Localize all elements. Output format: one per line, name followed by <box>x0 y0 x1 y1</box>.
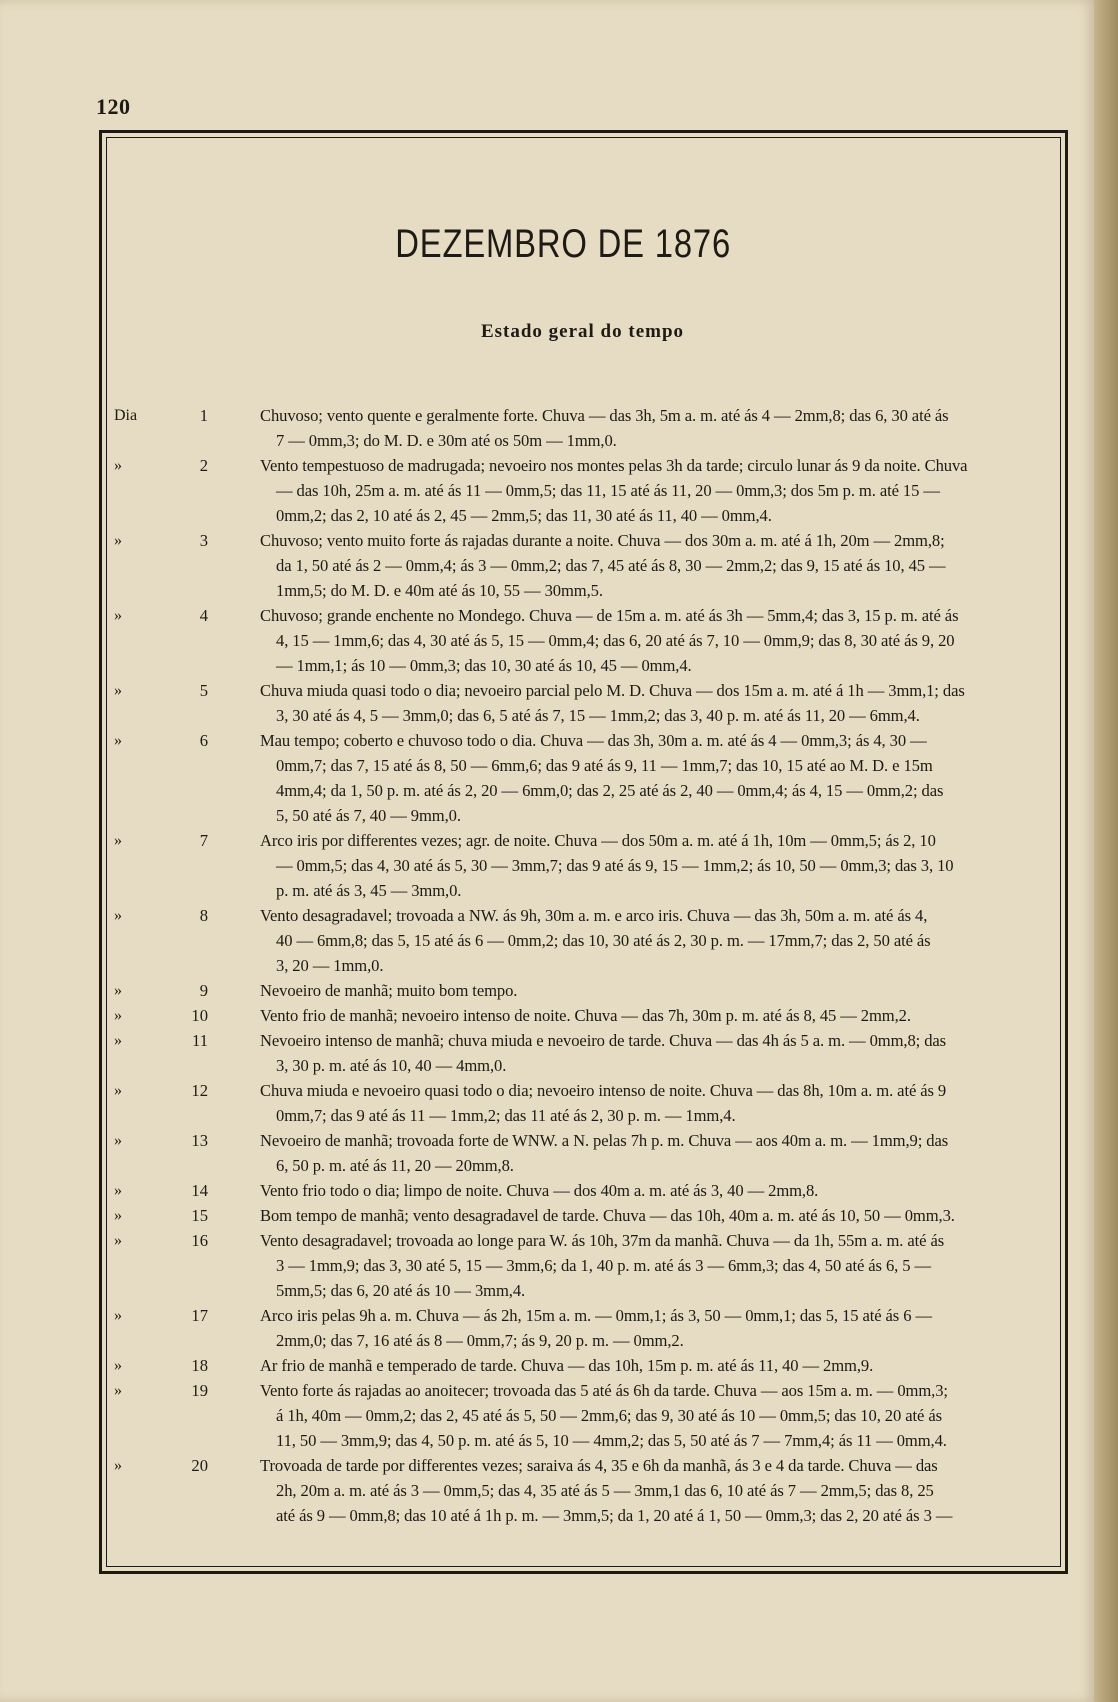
day-entry <box>114 678 1054 728</box>
day-label: » <box>114 1182 122 1199</box>
day-number: 12 <box>191 1081 208 1100</box>
description-line: Ar frio de manhã e temperado de tarde. Chuva — das 10h, 15m p. m. até ás 11, 40 — 2mm,9. <box>260 1356 874 1375</box>
description-line: 3 — 1mm,9; das 3, 30 até 5, 15 — 3mm,6; da 1, 40 p. m. até ás 3 — 6mm,3; das 4, 50 até ás 6, 5 — <box>276 1256 931 1275</box>
day-label: » <box>114 982 122 999</box>
day-entry <box>114 978 1054 1003</box>
weather-entries <box>114 403 1054 1528</box>
day-entry <box>114 1178 1054 1203</box>
description-line: 5mm,5; das 6, 20 até ás 10 — 3mm,4. <box>276 1281 526 1300</box>
description-line: Arco iris pelas 9h a. m. Chuva — ás 2h, 15m a. m. — 0mm,1; ás 3, 50 — 0mm,1; das 5, 15 até ás 6 — <box>260 1306 932 1325</box>
weather-description <box>260 1078 1054 1128</box>
weather-description <box>260 453 1054 528</box>
description-line: 0mm,7; das 7, 15 até ás 8, 50 — 6mm,6; das 9 até ás 9, 11 — 1mm,7; das 10, 15 até ao M. D. e 15m <box>276 756 933 775</box>
day-entry <box>114 1228 1054 1303</box>
day-entry <box>114 528 1054 603</box>
description-line: Vento desagradavel; trovoada ao longe para W. ás 10h, 37m da manhã. Chuva — da 1h, 55m a. m. até ás <box>260 1231 945 1250</box>
weather-description <box>260 1228 1054 1303</box>
weather-description <box>260 1003 1054 1028</box>
description-line: Vento frio de manhã; nevoeiro intenso de noite. Chuva — das 7h, 30m p. m. até ás 8, 45 — 2mm,2. <box>260 1006 911 1025</box>
description-line: — 1mm,1; ás 10 — 0mm,3; das 10, 30 até ás 10, 45 — 0mm,4. <box>276 656 692 675</box>
description-line: 4mm,4; da 1, 50 p. m. até ás 2, 20 — 6mm,0; das 2, 25 até ás 2, 40 — 0mm,4; ás 4, 15 — 0mm,2; das <box>276 781 944 800</box>
day-number: 11 <box>192 1031 208 1050</box>
day-number: 1 <box>199 406 208 425</box>
day-label: » <box>114 1082 122 1099</box>
day-label: » <box>114 457 122 474</box>
day-label: » <box>114 1032 122 1049</box>
weather-description <box>260 403 1054 453</box>
day-entry <box>114 1353 1054 1378</box>
description-line: da 1, 50 até ás 2 — 0mm,4; ás 3 — 0mm,2; das 7, 45 até ás 8, 30 — 2mm,2; das 9, 15 até ás 10, 45 — <box>276 556 946 575</box>
description-line: 0mm,7; das 9 até ás 11 — 1mm,2; das 11 até ás 2, 30 p. m. — 1mm,4. <box>276 1106 736 1125</box>
description-line: 2mm,0; das 7, 16 até ás 8 — 0mm,7; ás 9, 20 p. m. — 0mm,2. <box>276 1331 684 1350</box>
description-line: 3, 20 — 1mm,0. <box>276 956 384 975</box>
day-entry <box>114 903 1054 978</box>
day-label: » <box>114 682 122 699</box>
description-line: Chuvoso; vento muito forte ás rajadas durante a noite. Chuva — dos 30m a. m. até á 1h, 20m — 2mm,8; <box>260 531 945 550</box>
description-line: 6, 50 p. m. até ás 11, 20 — 20mm,8. <box>276 1156 514 1175</box>
description-line: Vento frio todo o dia; limpo de noite. Chuva — dos 40m a. m. até ás 3, 40 — 2mm,8. <box>260 1181 819 1200</box>
description-line: 11, 50 — 3mm,9; das 4, 50 p. m. até ás 5, 10 — 4mm,2; das 5, 50 até ás 7 — 7mm,4; ás 11 — 0mm,4. <box>276 1431 947 1450</box>
weather-description <box>260 903 1054 978</box>
day-number: 7 <box>199 831 208 850</box>
day-label: » <box>114 832 122 849</box>
day-label: Dia <box>114 407 138 424</box>
description-line: Chuva miuda quasi todo o dia; nevoeiro parcial pelo M. D. Chuva — dos 15m a. m. até á 1h — 3mm,1; das <box>260 681 965 700</box>
day-label: » <box>114 1382 122 1399</box>
description-line: Vento desagradavel; trovoada a NW. ás 9h, 30m a. m. e arco iris. Chuva — das 3h, 50m a. m. até ás 4, <box>260 906 928 925</box>
description-line: Chuva miuda e nevoeiro quasi todo o dia; nevoeiro intenso de noite. Chuva — das 8h, 10m a. m. até ás 9 <box>260 1081 947 1100</box>
weather-description <box>260 1303 1054 1353</box>
description-line: Nevoeiro intenso de manhã; chuva miuda e nevoeiro de tarde. Chuva — das 4h ás 5 a. m. — 0mm,8; das <box>260 1031 947 1050</box>
description-line: — 0mm,5; das 4, 30 até ás 5, 30 — 3mm,7; das 9 até ás 9, 15 — 1mm,2; ás 10, 50 — 0mm,3; das 3, 10 <box>276 856 954 875</box>
day-entry <box>114 1453 1054 1528</box>
description-line: Bom tempo de manhã; vento desagradavel de tarde. Chuva — das 10h, 40m a. m. até ás 10, 50 — 0mm,3. <box>260 1206 955 1225</box>
day-number: 20 <box>191 1456 208 1475</box>
weather-description <box>260 828 1054 903</box>
weather-description <box>260 1028 1054 1078</box>
day-entry <box>114 728 1054 828</box>
description-line: 7 — 0mm,3; do M. D. e 30m até os 50m — 1mm,0. <box>276 431 617 450</box>
day-number: 19 <box>191 1381 208 1400</box>
day-label: » <box>114 1307 122 1324</box>
day-label: » <box>114 732 122 749</box>
day-number: 16 <box>191 1231 208 1250</box>
description-line: Trovoada de tarde por differentes vezes; saraiva ás 4, 35 e 6h da manhã, ás 3 e 4 da tarde. Chuva — das <box>260 1456 938 1475</box>
month-title: DEZEMBRO DE 1876 <box>395 222 732 266</box>
description-line: Vento tempestuoso de madrugada; nevoeiro nos montes pelas 3h da tarde; circulo lunar ás 9 da noite. Chuva <box>260 456 968 475</box>
day-number: 5 <box>199 681 208 700</box>
day-entry <box>114 1203 1054 1228</box>
weather-description <box>260 1378 1054 1453</box>
description-line: Nevoeiro de manhã; trovoada forte de WNW. a N. pelas 7h p. m. Chuva — aos 40m a. m. — 1mm,9; das <box>260 1131 949 1150</box>
description-line: Mau tempo; coberto e chuvoso todo o dia. Chuva — das 3h, 30m a. m. até ás 4 — 0mm,3; ás 4, 30 — <box>260 731 927 750</box>
weather-description <box>260 678 1054 728</box>
description-line: 40 — 6mm,8; das 5, 15 até ás 6 — 0mm,2; das 10, 30 até ás 2, 30 p. m. — 17mm,7; das 2, 50 até ás <box>276 931 931 950</box>
description-line: Chuvoso; vento quente e geralmente forte. Chuva — das 3h, 5m a. m. até ás 4 — 2mm,8; das 6, 30 até ás <box>260 406 949 425</box>
description-line: 1mm,5; do M. D. e 40m até ás 10, 55 — 30mm,5. <box>276 581 603 600</box>
day-label: » <box>114 1232 122 1249</box>
day-number: 13 <box>191 1131 208 1150</box>
day-label: » <box>114 1357 122 1374</box>
description-line: 0mm,2; das 2, 10 até ás 2, 45 — 2mm,5; das 11, 30 até ás 11, 40 — 0mm,4. <box>276 506 772 525</box>
day-number: 4 <box>199 606 208 625</box>
description-line: 2h, 20m a. m. até ás 3 — 0mm,5; das 4, 35 até ás 5 — 3mm,1 das 6, 10 até ás 7 — 2mm,5; das 8, 25 <box>276 1481 934 1500</box>
day-label: » <box>114 1207 122 1224</box>
weather-description <box>260 603 1054 678</box>
weather-description <box>260 728 1054 828</box>
day-label: » <box>114 1457 122 1474</box>
description-line: Nevoeiro de manhã; muito bom tempo. <box>260 981 518 1000</box>
day-entry <box>114 1128 1054 1178</box>
day-number: 10 <box>191 1006 208 1025</box>
day-number: 14 <box>191 1181 208 1200</box>
section-subtitle: Estado geral do tempo <box>480 321 685 342</box>
day-label: » <box>114 907 122 924</box>
day-entry <box>114 1303 1054 1353</box>
description-line: até ás 9 — 0mm,8; das 10 até á 1h p. m. — 3mm,5; da 1, 20 até á 1, 50 — 0mm,3; das 2, 20 até ás 3 — <box>276 1506 953 1525</box>
day-number: 9 <box>199 981 208 1000</box>
description-line: Chuvoso; grande enchente no Mondego. Chuva — de 15m a. m. até ás 3h — 5mm,4; das 3, 15 p. m. até ás <box>260 606 959 625</box>
day-number: 2 <box>199 456 208 475</box>
description-line: 3, 30 até ás 4, 5 — 3mm,0; das 6, 5 até ás 7, 15 — 1mm,2; das 3, 40 p. m. até ás 11, 20 — 6mm,4. <box>276 706 920 725</box>
day-number: 15 <box>191 1206 208 1225</box>
weather-description <box>260 978 1054 1003</box>
day-label: » <box>114 607 122 624</box>
day-entry <box>114 603 1054 678</box>
day-entry <box>114 1028 1054 1078</box>
weather-description <box>260 1128 1054 1178</box>
day-label: » <box>114 1007 122 1024</box>
description-line: Vento forte ás rajadas ao anoitecer; trovoada das 5 até ás 6h da tarde. Chuva — aos 15m a. m. — 0mm,3; <box>260 1381 948 1400</box>
weather-description <box>260 1203 1054 1228</box>
description-line: á 1h, 40m — 0mm,2; das 2, 45 até ás 5, 50 — 2mm,6; das 9, 30 até ás 10 — 0mm,5; das 10, 20 até ás <box>276 1406 942 1425</box>
description-line: Arco iris por differentes vezes; agr. de noite. Chuva — dos 50m a. m. até á 1h, 10m — 0mm,5; ás 2, 10 <box>260 831 936 850</box>
description-line: — das 10h, 25m a. m. até ás 11 — 0mm,5; das 11, 15 até ás 11, 20 — 0mm,3; dos 5m p. m. até 15 — <box>276 481 940 500</box>
description-line: p. m. até ás 3, 45 — 3mm,0. <box>276 881 462 900</box>
book-spine <box>1094 0 1118 1702</box>
day-number: 18 <box>191 1356 208 1375</box>
description-line: 5, 50 até ás 7, 40 — 9mm,0. <box>276 806 461 825</box>
day-entry <box>114 403 1054 453</box>
day-number: 8 <box>199 906 208 925</box>
day-entry <box>114 828 1054 903</box>
weather-description <box>260 528 1054 603</box>
day-number: 3 <box>199 531 208 550</box>
weather-description <box>260 1178 1054 1203</box>
day-entry <box>114 1003 1054 1028</box>
weather-description <box>260 1453 1054 1528</box>
description-line: 4, 15 — 1mm,6; das 4, 30 até ás 5, 15 — 0mm,4; das 6, 20 até ás 7, 10 — 0mm,9; das 8, 30 até ás 9, 20 <box>276 631 955 650</box>
day-entry <box>114 453 1054 528</box>
description-line: 3, 30 p. m. até ás 10, 40 — 4mm,0. <box>276 1056 507 1075</box>
weather-description <box>260 1353 1054 1378</box>
day-number: 6 <box>199 731 208 750</box>
day-entry <box>114 1378 1054 1453</box>
day-label: » <box>114 532 122 549</box>
day-label: » <box>114 1132 122 1149</box>
day-entry <box>114 1078 1054 1128</box>
day-number: 17 <box>191 1306 208 1325</box>
page-number: 120 <box>96 94 131 119</box>
